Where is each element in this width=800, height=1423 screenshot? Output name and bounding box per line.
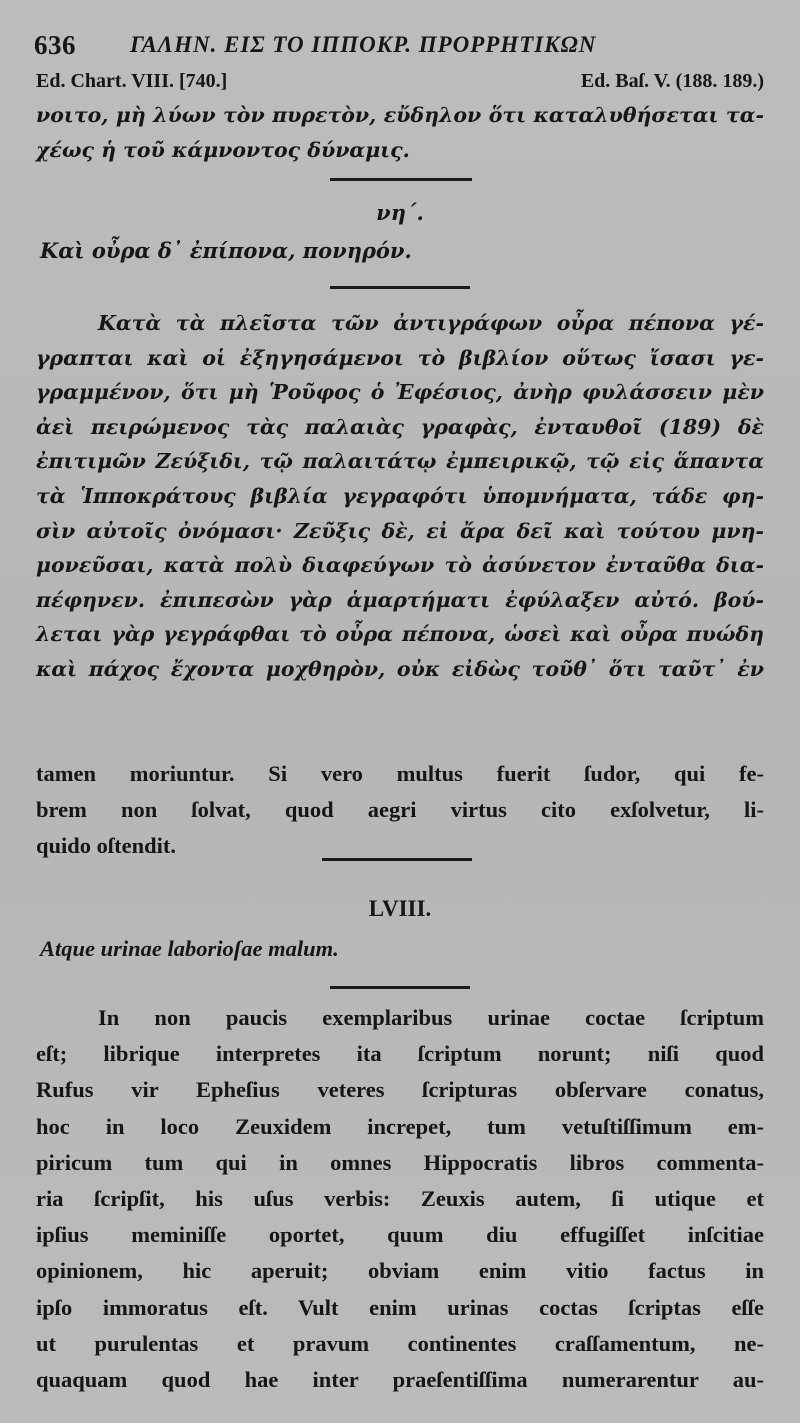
greek-section-number: νη΄.: [376, 200, 424, 225]
text-line: ria ſcripſit, his uſus verbis: Zeuxis autem, ſi utique et: [36, 1186, 764, 1212]
text-line: χέως ἡ τοῦ κάμνοντος δύναμις.: [36, 138, 410, 162]
text-line: μονεῦσαι, κατὰ πολὺ διαφεύγων τὸ ἀσύνετον ἐνταῦθα δια-: [36, 553, 764, 578]
text-line: opinionem, hic aperuit; obviam enim vitio factus in: [36, 1258, 764, 1284]
greek-continuation: [36, 98, 764, 168]
text-line: In non paucis exemplaribus urinae coctae ſcriptum: [98, 1005, 764, 1030]
latin-continuation: [36, 756, 764, 864]
text-line: quaquam quod hae inter praeſentiſſima numerarentur au-: [36, 1367, 764, 1393]
section-divider: [330, 178, 472, 181]
greek-aphorism: Καὶ οὖρα δ᾽ ἐπίπονα, πονηρόν.: [40, 238, 412, 263]
text-line: σὶν αὐτοῖς ὀνόμασι· Ζεῦξις δὲ, εἰ ἄρα δεῖ καὶ τούτου μνη-: [36, 518, 764, 543]
text-line: eſt; librique interpretes ita ſcriptum norunt; niſi quod: [36, 1041, 764, 1067]
page-number: 636: [34, 30, 76, 60]
show-through-shadow: [220, 170, 780, 290]
running-title: ΓΑΛΗΝ. ΕΙΣ ΤΟ ΙΠΠΟΚΡ. ΠΡΟΡΡΗΤΙΚΩΝ: [130, 32, 597, 57]
text-line: Rufus vir Epheſius veteres ſcripturas obſervare conatus,: [36, 1077, 764, 1103]
edition-basel-reference: Ed. Baſ. V. (188. 189.): [580, 70, 764, 92]
text-line: tamen moriuntur. Si vero multus fuerit ſudor, qui fe-: [36, 761, 764, 786]
text-line: γραμμένον, ὅτι μὴ Ῥοῦφος ὁ Ἐφέσιος, ἀνὴρ φυλάσσειν μὲν: [36, 380, 764, 405]
text-line: λεται γὰρ γεγράφθαι τὸ οὖρα πέπονα, ὡσεὶ καὶ οὖρα πυώδη: [36, 622, 764, 647]
running-header: [34, 30, 774, 66]
text-line: Κατὰ τὰ πλεῖστα τῶν ἀντιγράφων οὖρα πέπονα γέ-: [98, 311, 764, 335]
text-line: ipſius meminiſſe oportet, quum diu effugiſſet inſcitiae: [36, 1222, 764, 1248]
text-line: ut purulentas et pravum continentes craſſamentum, ne-: [36, 1330, 764, 1356]
text-line: ἀεὶ πειρώμενος τὰς παλαιὰς γραφὰς, ἐνταυθοῖ (189) δὲ: [36, 414, 764, 439]
latin-aphorism: Atque urinae laborioſae malum.: [40, 936, 339, 961]
latin-commentary: [36, 1000, 764, 1398]
text-line: γραπται καὶ οἱ ἐξηγησάμενοι τὸ βιβλίον οὕτως ἴσασι γε-: [36, 345, 764, 370]
text-line: piricum tum qui in omnes Hippocratis libros commenta-: [36, 1149, 764, 1175]
greek-commentary: [36, 306, 764, 687]
section-divider: [322, 858, 472, 861]
text-line: καὶ πάχος ἔχοντα μοχθηρὸν, οὐκ εἰδὼς τοῦθ᾽ ὅτι ταῦτ᾽ ἐν: [36, 656, 764, 681]
latin-section-number: LVIII.: [368, 896, 432, 921]
text-line: πέφηνεν. ἐπιπεσὼν γὰρ ἁμαρτήματι ἐφύλαξεν αὐτό. βού-: [36, 587, 764, 612]
edition-chartier-reference: Ed. Chart. VIII. [740.]: [36, 70, 228, 92]
section-divider: [330, 286, 470, 289]
text-line: ἐπιτιμῶν Ζεύξιδι, τῷ παλαιτάτῳ ἐμπειρικῷ, τῷ εἰς ἅπαντα: [36, 449, 764, 474]
text-line: ipſo immoratus eſt. Vult enim urinas coctas ſcriptas eſſe: [36, 1294, 764, 1320]
edition-reference-line: [36, 70, 764, 98]
text-line: hoc in loco Zeuxidem increpet, tum vetuſtiſſimum em-: [36, 1113, 764, 1139]
text-line: quido oſtendit.: [36, 833, 177, 858]
text-line: τὰ Ἱπποκράτους βιβλία γεγραφότι ὑπομνήματα, τάδε φη-: [36, 483, 764, 508]
text-line: νοιτο, μὴ λύων τὸν πυρετὸν, εὔδηλον ὅτι καταλυθήσεται τα-: [36, 103, 764, 127]
section-divider: [330, 986, 470, 989]
text-line: brem non ſolvat, quod aegri virtus cito exſolvetur, li-: [36, 797, 764, 822]
